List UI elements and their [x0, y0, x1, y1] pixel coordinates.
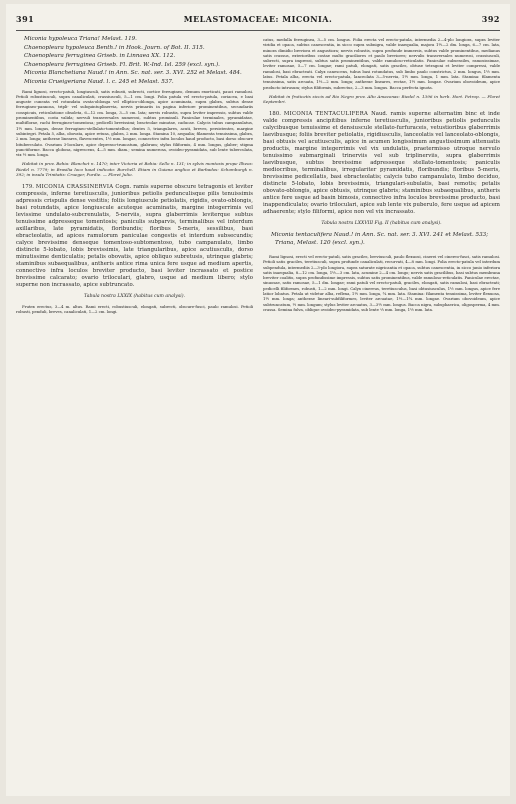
description-paragraph: Rami lignosi, erecto-patuli, longiusculi, satis robusti, subrecti, cortice ferrugineo, demum exorticati, pauci ramulosi. Petioli robustiusculi, supra canaliculati, crassiusculi, 5—1 cm. longi. Folia patula vel erecto-patula, coriacea, e basi anguste cuneata vel rotundata ovata-oblonga vel elliptico-oblonga, apice acuminata, supra glabra, subtus dense ferrugineo-pannosa, tripli- vel subquintuplinervia, nervis primariis in pagina inferiore prominentibus, secundariis conspicuis, reticulatione obsoleta, 6—12 cm. longa, 3—5 cm. lata; nervis robustis, supra leviter impressis, subtus valde prominentibus, costa valida; nervuli transversales numerosi, subtus prominuli. Paniculae terminales, pyramidatae, multiflorae, rachi ferrugineo-tomentosa; pedicelli brevissimi; bracteolae minutae, caducae. Calycis tubus campanulatus, 1½ mm. longus, dense ferrugineo-stellulato-tomentellus; dentes 5, triangulares, acuti, breves, persistentes, margine subintegri. Petala 5, alba, obovata, apice retusa, glabra, 2 mm. longa. Stamina 10, aequalia; filamenta tenuissima, glabra, 2 mm. longa; antherae lineares, flavescentes, 1½ mm. longae, connectivo infra loculos haud producto, basi dorso obscure bituberculato. Ovarium 3-loculare, apice depresso-truncatum, glabrum; stylus filiformis, 4 mm. longus, glaber; stigma punctiforme. Bacca globosa, nigrescens, 4—5 mm. diam.; semina numerosa, ovoideo-pyramidata, sub lente tuberculata, vix ½ mm. longa.: [16, 88, 253, 158]
synonym-line: Chaenopleura ferruginea Griseb. in Linnaea XX. 112.: [24, 53, 176, 60]
species-diagnosis-text: Naud. ramis superne alternatim binc et inde valde compressis ancipitibus inferne teretiusculis, junioribus petiolis pedunculis calycibusque tenuissime et densiuscule stellato-furfuraceis, vetustioribus glaberrimis laevibusque; foliis breviter petiolatis, rigidiusculis, lanceolatis vel lanceolato-oblongis, basi obtusis vel acutiusculis, apice in acumen longissimum angustissimum attenuatis productis, margine integerrimis vel vix undulatis, praetermisso utroque nervulo tenuissimo submarginali trinerviis vel sub triplinerviis, supra glaberrimis laevibusque, subtus brevissime adpresseque stellato-tomentosis; paniculis mediocribus, terminalibus, irregulariter pyramidatis, floribundis; floribus 5-meris, brevissime pedicellatis, basi ebracteolatis; calycis tubo campanulato, limbo deciduo, distincte 5-lobato, lobis brevissimis, triangulari-subulatis, basi remotis; petalis obovato-oblongis, apice obtusis, utrinque glabris; staminibus subaequalibus, antheris antice fere usque ad basin bimosis, connectivo infra loculos brevissime producto, basi inappendiculato; ovario triloculari, apice sub lente vix puberulo, fere usque ad apicem adhaerente; stylo filiformi, apice non vel vix incrassato.: [263, 110, 500, 215]
species-diagnosis: [263, 111, 500, 216]
description-paragraph: Rami lignosi, erecti vel erecto-patuli, satis graciles, breviusculi, paulo flexuosi, cinerei vel cinereo-fusci, satis ramulosi. Petioli satis graciles, teretiusculi, supra profunde canaliculati, recurvati, 4—8 mm. longi. Folia erecto-patula vel interdum subpendula, intermediis 2—3-plo longiora, supra saturate nigricantia et opaca, subtus canescentia, in sicco junio inferiora satis inaequalia, 8—12 cm. longa, 1½—3 cm. lata, acumine 2—4 cm. longo; nervis satis gracilibus, basi subtus membrana breviter coalitis, supra profundissime impressis, subtus satis prominentibus, valde ramuloso-reticulatis. Paniculae erectae, sinuosae, satis ramosae, 5—1 dm. longae; rami patuli vel erecto-patuli, graciles, elongati, satis ramulosi, basi ebracteati; pedicelli filiformes, robusti, 1—2 mm. longi. Calyx cinereus, teretiusculus, basi obtusiusculus, 1½ mm. longus, apice fere latior lobatus. Petala ut videtur alba, reflexa, 1½ mm. longa, ¾ mm. lata. Stamina: filamenta tenuissima, leviter flexuosa, 1½ mm. longa; antherae lineari-subfiliformes, leviter arcuatae, 1½—1¾ mm. longae. Ovarium obovoideum, apice subtruncatum, ½ mm. longum; stylus leviter arcuatus, 3—3½ mm. longus. Bacca nigra, subsphaerica, oligosperma, 4 mm. crassa. Semina fulva, oblique ovoideo-pyramidata, sub lente ⅓ mm. longa, 1½ mm. lata.: [263, 253, 500, 312]
synonym-line: Miconia tentaculifera Naud.! in Ann. Sc. nat. ser. 3. XVI. 241 et Melast. 533; Triana, Melast. 120 (excl. syn.).: [271, 231, 489, 247]
plate-reference: Tabula nostra LXXVIII Fig. II (habitus cum analysi).: [321, 220, 442, 226]
species-name: MICONIA TENTACULIFERA: [283, 110, 369, 117]
description-paragraph: Frutex erectus, 3—4 m. altus. Rami erecti, robustiusculi, elongati, subrecti, obscure-fusci, paulo ramulosi. Petioli robusti, penduli, breves, canaliculati, 1—2 cm. longi.: [16, 303, 253, 314]
synonym-line: Chaenopleura hypoleuca Benth.! in Hook. Journ. of Bot. II. 315.: [24, 44, 205, 51]
two-columns: [16, 35, 500, 787]
habitat-paragraph: Habitat in fruticetis siccis ad Rio Negro prov. Alto Amazonas: Riedel n. 1396 in herb. Hort. Petrop. — Floret Septembri.: [263, 93, 500, 105]
synonym-line: Miconia Crueigeriana Naud. l. c. 245 et Melast. 537.: [24, 78, 174, 85]
habitat-paragraph: Habitat in prov. Bahia: Blanchet n. 1470; inter Victoria et Bahia: Sello n. 131; in sylvis montosis prope Ilheos: Riedel n. 7779; in Brasilia loco haud indicato: Burchell. Etiam in Guiana anglica et Barbados: Schomburgk n. 392; in insula Trinitatis: Crueger, Purdie. — Floret Julio.: [16, 161, 253, 178]
species-name: MICONIA CRASSINERVIA: [35, 183, 114, 190]
document-page: [6, 4, 510, 796]
synonym-line: Miconia hypoleuca Triana! Melast. 119.: [24, 36, 137, 42]
page-number-right: 392: [481, 14, 500, 24]
right-column: [263, 35, 500, 787]
page-number-left: 391: [16, 14, 35, 24]
species-number: 179.: [22, 183, 34, 190]
species-diagnosis: [16, 184, 253, 289]
species-diagnosis-text: Cogn. ramis superne obscure tetragonis et leviter compressis, inferne teretiusculis, junioribus petiolis pedunculisque pilis tenuissimis adpressis crispulis dense vestitis; foliis longiuscule petiolatis, rigidis, ovato-oblongis, basi rotundatis, apice longiuscule acuteque acuminatis, margine integerrimis vel levissime undulato-subcrenulatis, 5-nerviis, supra glaberrimis leviterque subtus tenuissime adpresseque tomentosis; paniculis subparvis, terminalibus vel interdum axillaribus, late pyramidatis, floribundis; floribus 5-meris, sessilibus, basi ebracteolatis, ad apices ramulorum paniculae congestis et interdum subsecundis; calyce brevissime denseque tomentoso-subtomentoso, tubo campanulato, limbo distincte 5-lobato, lobis brevissimis, late triangularibus, apice acutiusculis, dorso minutissime denticulatis; petalis obovatis, apice obliquo subretusis, utrinque glabris; staminibus subaequalibus, antheris antice rima unica fere usque ad medium apertis, connectivo infra loculos breviter producto, basi leviter incrassato et postice brevissime calcarato; ovario triloculari, glabro, usque ad medium libero; stylo superne non incrassato, apice subtruncato.: [16, 183, 253, 288]
synonym-line: Chaenopleura ferruginea Griseb. Fl. Brit. W.-Ind. Isl. 259 (excl. syn.).: [24, 61, 220, 68]
page-header: [16, 14, 500, 28]
plate-reference: Tabula nostra LXXIX (habitus cum analysi).: [84, 293, 185, 299]
description-continued: catus, medulla ferruginea, 3—5 cm. longus. Folia erecta vel erecto-patula, intermedia 2—4-plo longiora, supra leviter viridia et opaca, subtus canescentia, in sicco supra subnigra, valde inaequalia, majora 1½—2 dm. longa, 6—7 cm. lata, minora dimidio breviora et angustiora; nervis robustis, supra profunde immersis, subtus valde prominentibus, medianus satis crassus, exterioribus costae multo graciliores et paulo breviores; nervulis transversales numerosi, crassiusculi, subrecti, supra impressi, subtus satis prominentibus, valde ramuloso-reticulatis. Paniculae subsessiles, ramosissimae, leviter ramosae, 5—7 cm. longae; rami patuli, elongati, satis graciles, obtuse tetragoni et leviter compressi, valde ramulosi, basi ebracteati. Calyx canescens, tubus basi rotundatus, sub limbo paulo constrictus, 2 mm. longus, 1½ mm. latus. Petala alba, erecta vel erecto-patula, lanceolata 3—5-nervia, 1½ mm. longa, 1 mm. lata. Stamina: filamenta tenuissima, satis arcuata, 1½—2 mm. longa; antherae lineares, rectae, 1½ mm. longae. Ovarium obovoideum, apice producto intrusum; stylus filiformis, subrectus, 2—3 mm. longus. Bacca perfecta ignota.: [263, 37, 500, 90]
species-number: 180.: [269, 110, 281, 117]
header-rule: [16, 30, 500, 31]
running-title: MELASTOMACEAE: MICONIA.: [183, 14, 333, 24]
synonym-line: Miconia Blanchetiana Naud.! in Ann. Sc. nat. ser. 3. XVI. 252 et Melast. 484.: [24, 70, 242, 77]
left-column: [16, 35, 253, 787]
